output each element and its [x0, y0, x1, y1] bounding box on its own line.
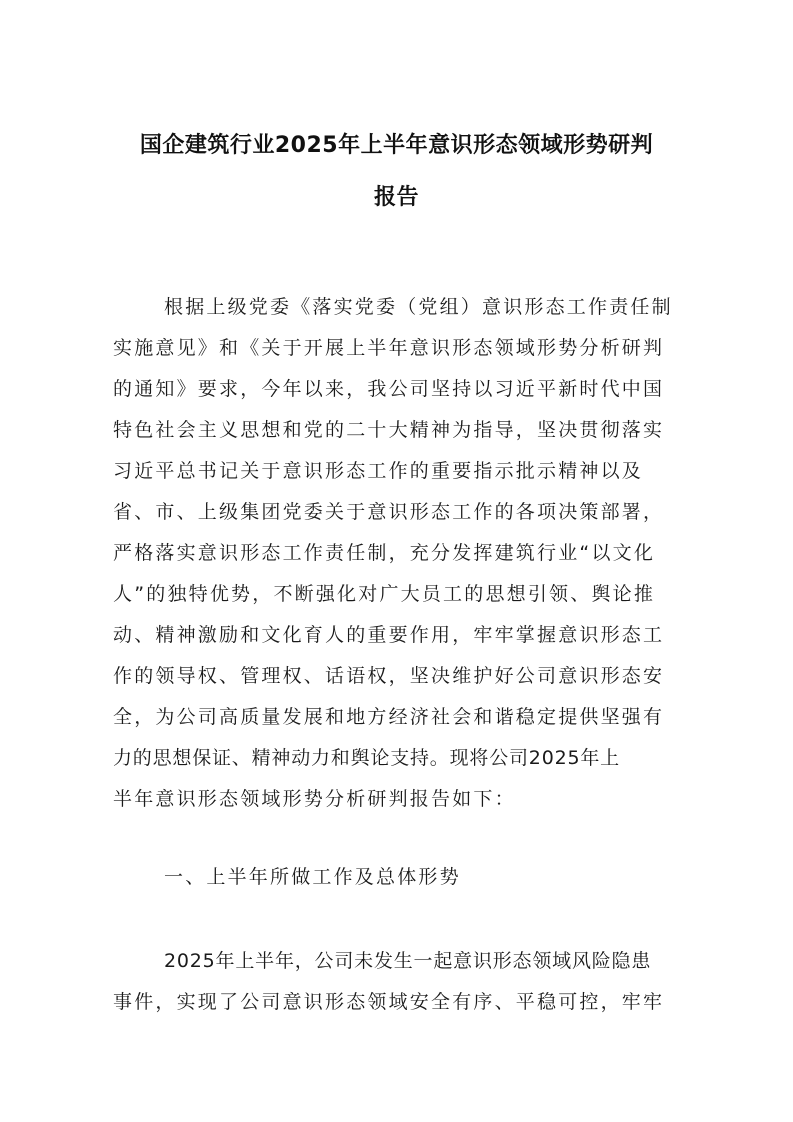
- intro-line: 习近平总书记关于意识形态工作的重要指示批示精神以及: [113, 460, 644, 482]
- document-title-line-1: 国企建筑行业2025年上半年意识形态领域形势研判: [139, 133, 654, 158]
- intro-line: 实施意见》和《关于开展上半年意识形态领域形势分析研判: [113, 337, 665, 359]
- intro-line: 的通知》要求，今年以来，我公司坚持以习近平新时代中国: [113, 378, 665, 400]
- intro-line: 半年意识形态领域形势分析研判报告如下：: [113, 788, 516, 810]
- intro-line: 根据上级党委《落实党委（党组）意识形态工作责任制: [164, 296, 673, 318]
- intro-line: 全，为公司高质量发展和地方经济社会和谐稳定提供坚强有: [113, 706, 665, 728]
- intro-line: 特色社会主义思想和党的二十大精神为指导，坚决贯彻落实: [113, 419, 665, 441]
- section-heading: 一、上半年所做工作及总体形势: [164, 866, 461, 888]
- intro-line: 严格落实意识形态工作责任制，充分发挥建筑行业“以文化: [113, 542, 656, 564]
- section-line: 2025年上半年，公司未发生一起意识形态领域风险隐患: [164, 950, 652, 972]
- document-title-line-2: 报告: [373, 185, 419, 210]
- section-line: 事件，实现了公司意识形态领域安全有序、平稳可控，牢牢: [113, 991, 665, 1013]
- intro-line: 人”的独特优势，不断强化对广大员工的思想引领、舆论推: [113, 583, 656, 605]
- intro-line: 作的领导权、管理权、话语权，坚决维护好公司意识形态安: [113, 665, 665, 687]
- intro-line: 动、精神激励和文化育人的重要作用，牢牢掌握意识形态工: [113, 624, 665, 646]
- intro-line: 省、市、上级集团党委关于意识形态工作的各项决策部署，: [113, 501, 665, 523]
- intro-line: 力的思想保证、精神动力和舆论支持。现将公司2025年上: [113, 747, 620, 769]
